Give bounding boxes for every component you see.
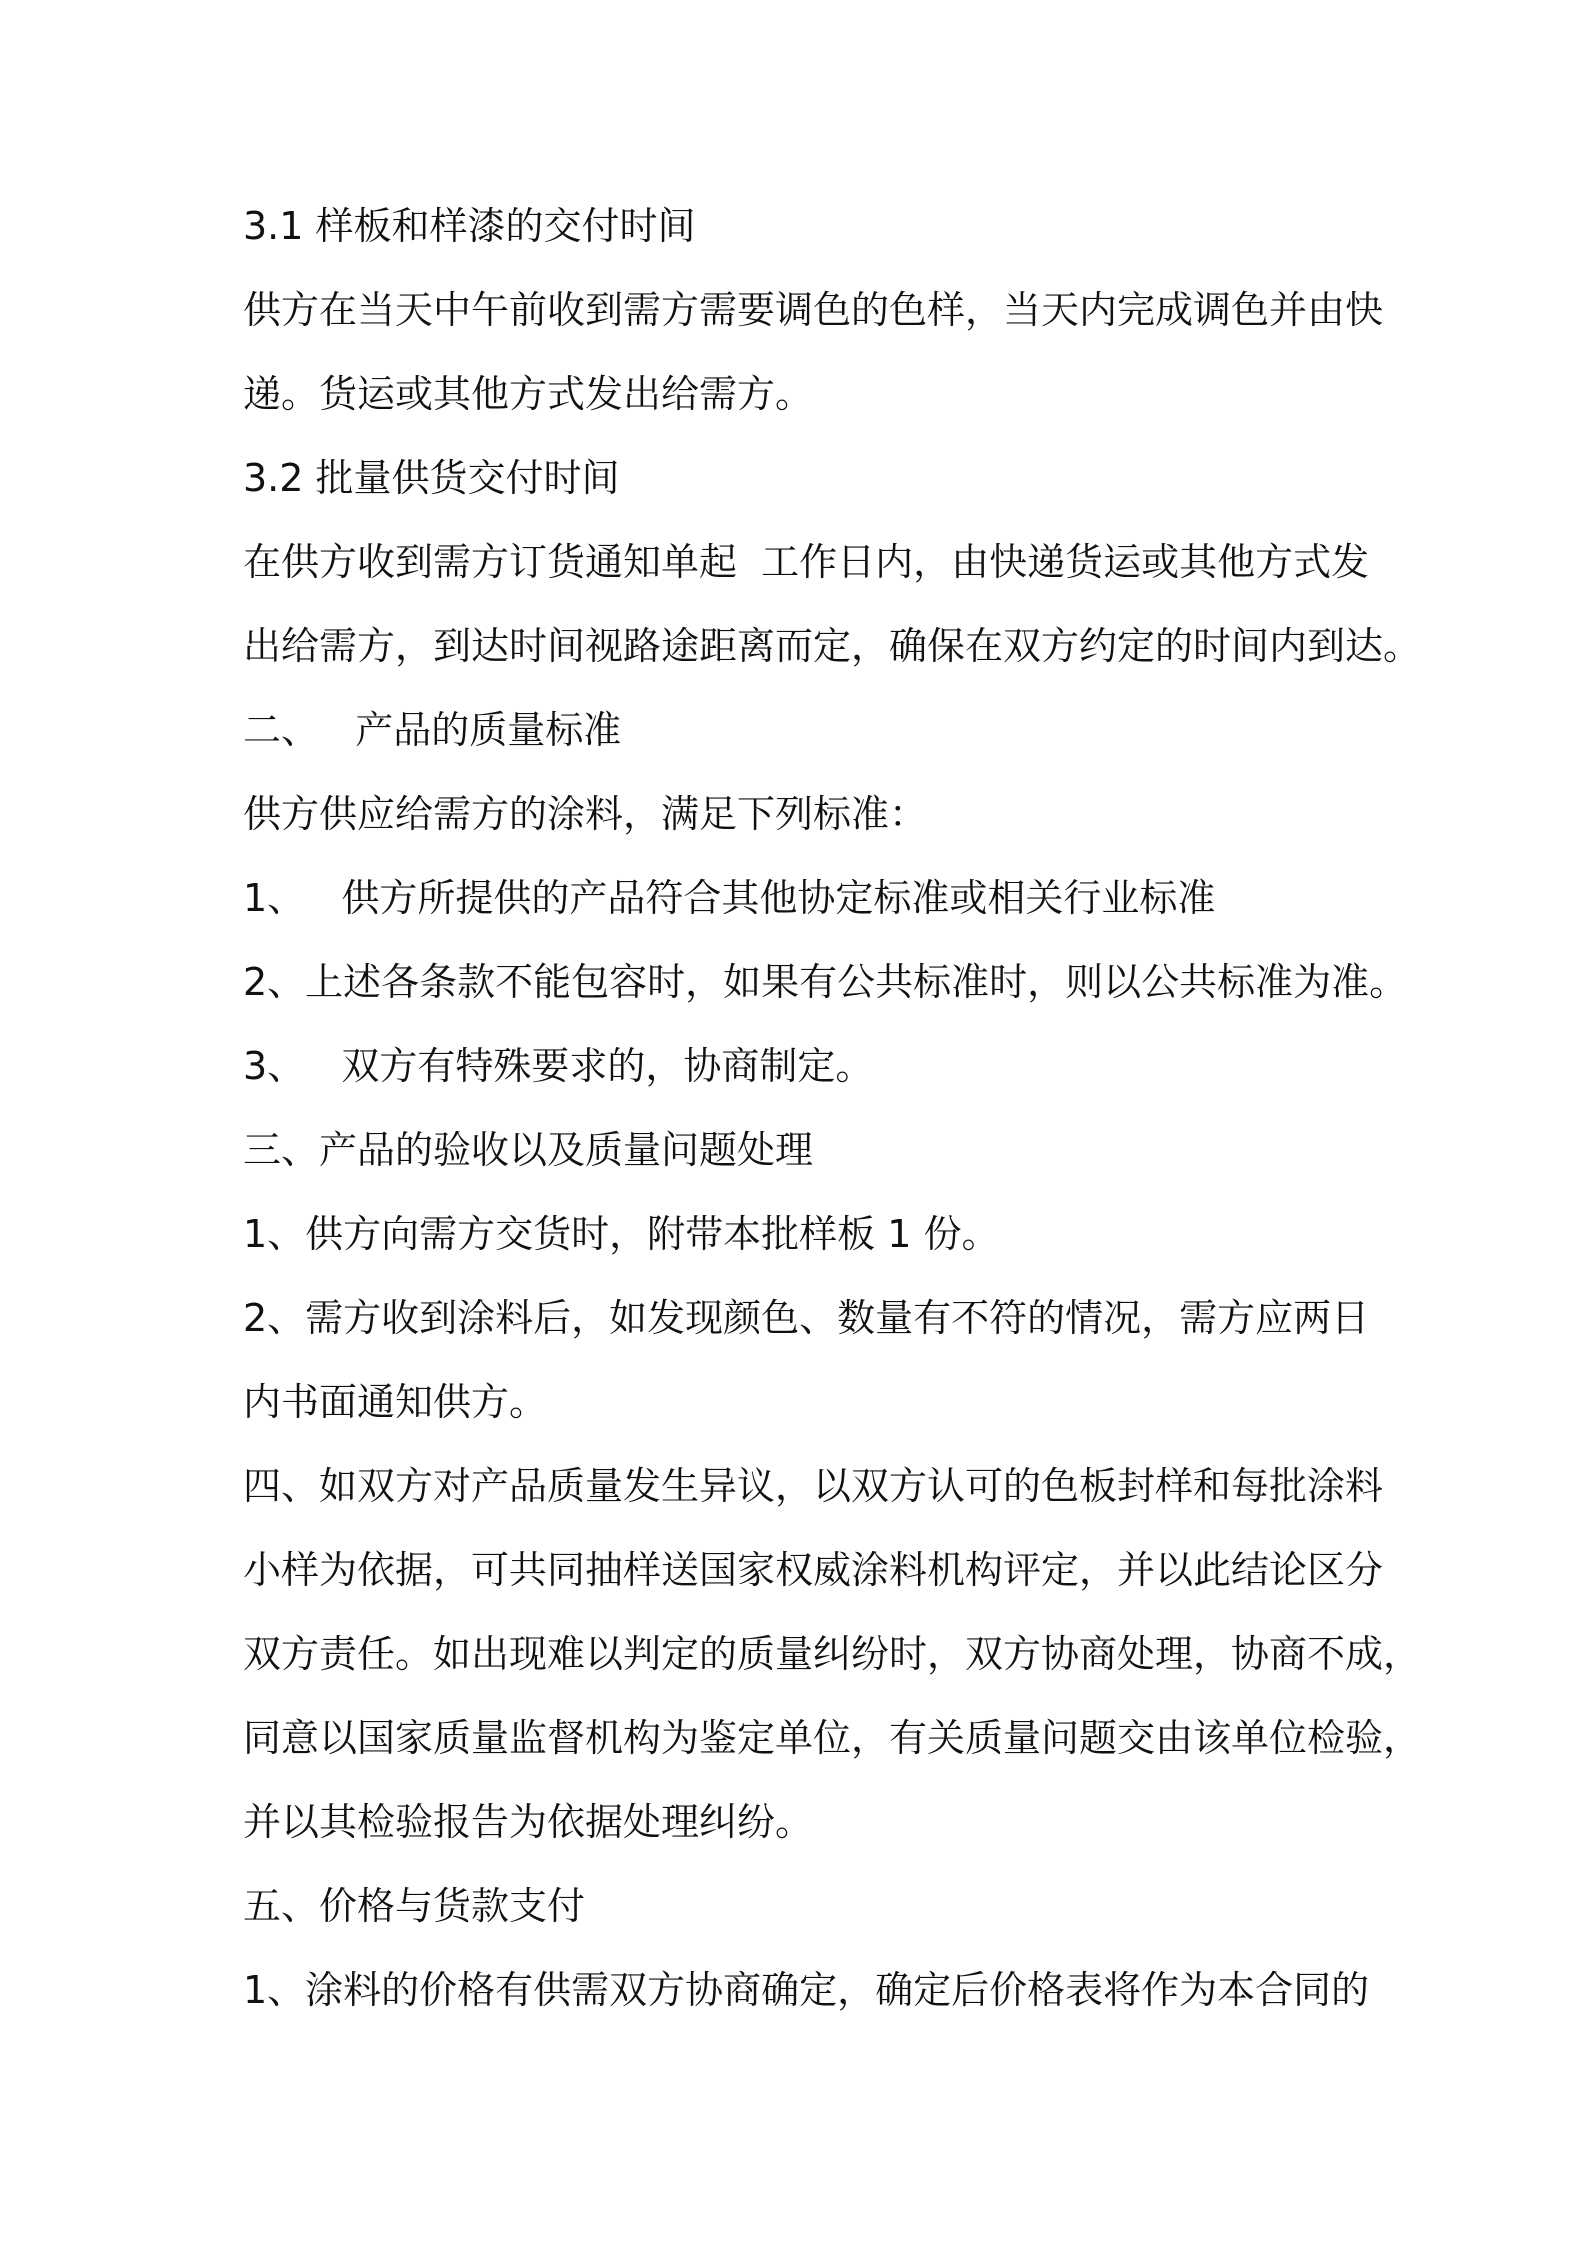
list-item: 2、需方收到涂料后，如发现颜色、数量有不符的情况，需方应两日 xyxy=(243,1296,1370,1340)
list-item: 2、上述各条款不能包容时，如果有公共标准时，则以公共标准为准。 xyxy=(243,960,1408,1004)
section-heading-quality: 二、 产品的质量标准 xyxy=(243,708,622,752)
paragraph-line: 在供方收到需方订货通知单起 工作日内，由快递货运或其他方式发 xyxy=(243,540,1370,584)
section-heading-acceptance: 三、产品的验收以及质量问题处理 xyxy=(243,1128,814,1172)
section-heading-dispute: 四、如双方对产品质量发生异议，以双方认可的色板封样和每批涂料 xyxy=(243,1464,1384,1508)
paragraph-line: 并以其检验报告为依据处理纠纷。 xyxy=(243,1800,814,1844)
list-item: 1、涂料的价格有供需双方协商确定，确定后价格表将作为本合同的 xyxy=(243,1968,1370,2012)
paragraph-line: 小样为依据，可共同抽样送国家权威涂料机构评定，并以此结论区分 xyxy=(243,1548,1384,1592)
paragraph-line: 内书面通知供方。 xyxy=(243,1380,548,1424)
section-heading-price: 五、价格与货款支付 xyxy=(243,1884,586,1928)
paragraph-line: 递。货运或其他方式发出给需方。 xyxy=(243,372,814,416)
paragraph-line: 出给需方，到达时间视路途距离而定，确保在双方约定的时间内到达。 xyxy=(243,624,1422,668)
list-item: 3、 双方有特殊要求的，协商制定。 xyxy=(243,1044,874,1088)
paragraph-line: 双方责任。如出现难以判定的质量纠纷时，双方协商处理，协商不成， xyxy=(243,1632,1422,1676)
paragraph-line: 同意以国家质量监督机构为鉴定单位，有关质量问题交由该单位检验， xyxy=(243,1716,1422,1760)
list-item: 1、 供方所提供的产品符合其他协定标准或相关行业标准 xyxy=(243,876,1216,920)
paragraph-line: 供方在当天中午前收到需方需要调色的色样，当天内完成调色并由快 xyxy=(243,288,1384,332)
list-item: 1、供方向需方交货时，附带本批样板 1 份。 xyxy=(243,1212,1000,1256)
section-heading-3-2: 3.2 批量供货交付时间 xyxy=(243,456,620,500)
paragraph-line: 供方供应给需方的涂料，满足下列标准： xyxy=(243,792,928,836)
section-heading-3-1: 3.1 样板和样漆的交付时间 xyxy=(243,204,696,248)
